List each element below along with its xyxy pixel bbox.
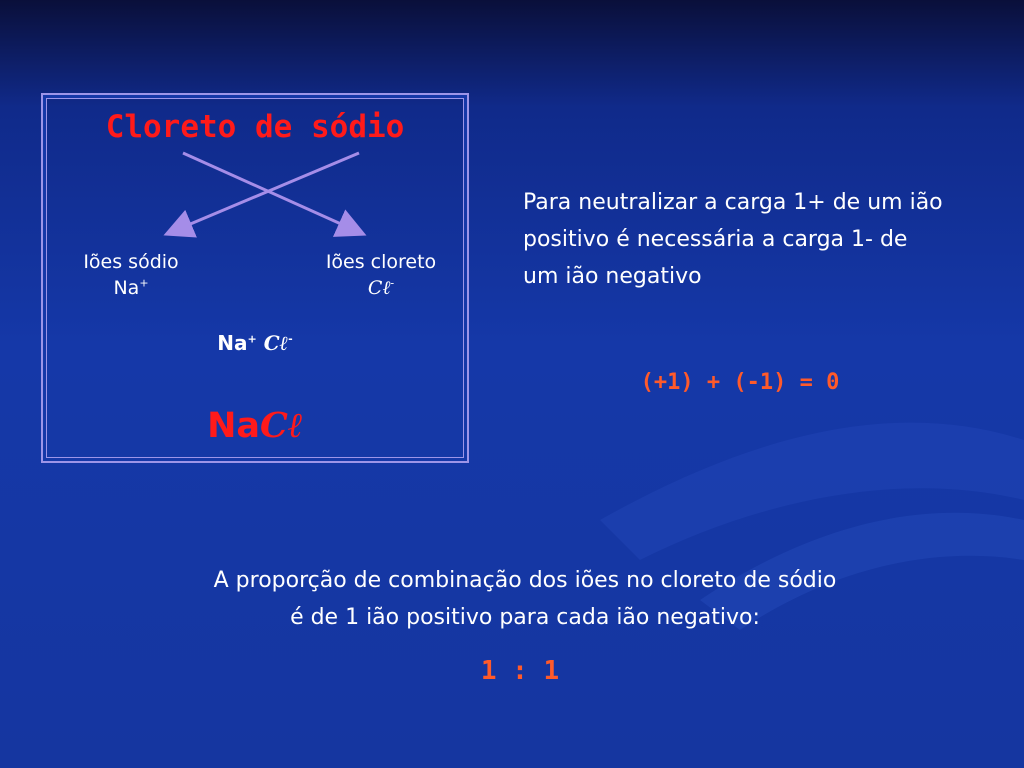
ion-pair: Na+ Cℓ-	[217, 331, 293, 355]
sodium-ion-name: Iões sódio	[83, 251, 179, 273]
box-title: Cloreto de sódio	[105, 109, 405, 145]
proportion-line-1: A proporção de combinação dos iões no cloreto de sódio	[213, 568, 837, 593]
arrow-to-sodium	[169, 153, 359, 233]
sodium-chloride-box	[41, 93, 469, 463]
chloride-ion-symbol: Cℓ-	[367, 276, 395, 299]
chemical-formula: NaCℓ	[207, 405, 303, 446]
chloride-ion-name: Iões cloreto	[325, 251, 437, 273]
ratio-value: 1 : 1	[480, 656, 560, 686]
proportion-text	[60, 562, 990, 636]
sodium-ion-label	[61, 249, 201, 301]
chloride-ion-label	[301, 249, 461, 301]
sodium-ion-symbol: Na+	[113, 276, 149, 299]
neutralization-explanation: Para neutralizar a carga 1+ de um ião positivo é necessária a carga 1- de um ião negativo	[523, 190, 943, 289]
charge-equation: (+1) + (-1) = 0	[640, 370, 840, 395]
proportion-line-2: é de 1 ião positivo para cada ião negativo:	[290, 605, 760, 630]
